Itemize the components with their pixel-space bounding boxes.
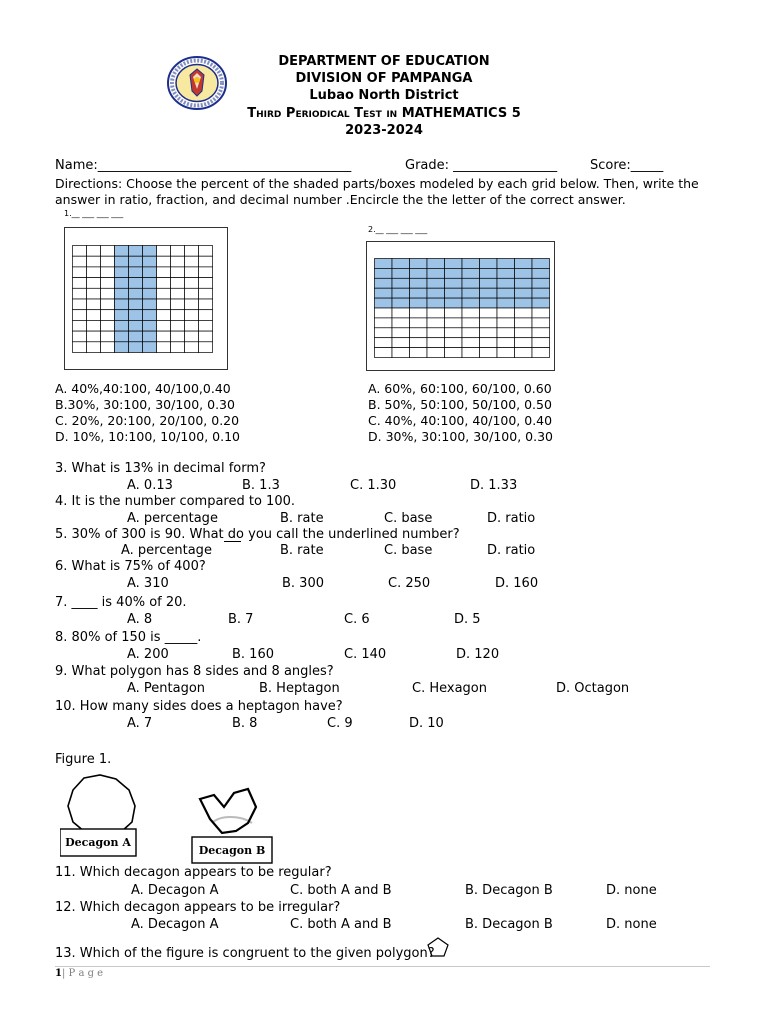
question-7-choice-d[interactable]: D. 5 [454,612,481,627]
grid-1-cell [157,278,171,289]
question-3-choice-c[interactable]: C. 1.30 [350,478,397,493]
page-number: 1 [55,968,62,979]
grid-1-cell [87,342,101,353]
grid-2-cell [445,338,463,348]
grid-2-cell [462,338,480,348]
grid-2-cell [480,338,498,348]
question-3-choice-b[interactable]: B. 1.3 [242,478,280,493]
question-8-choice-d[interactable]: D. 120 [456,647,500,662]
grid-1-cell [143,320,157,331]
grid-1-cell [115,278,129,289]
grid-2-cell [515,348,533,358]
grid-2-cell [515,318,533,328]
grid-2-cell [427,308,445,318]
grid-1-cell [129,288,143,299]
grid-2-cell [445,308,463,318]
item-2-option-d[interactable]: D. 30%, 30:100, 30/100, 0.30 [368,429,553,444]
grid-1-cell [101,246,115,257]
grid-2-cell [462,348,480,358]
grid-2-cell [462,308,480,318]
header-department: DEPARTMENT OF EDUCATION [278,54,490,69]
grid-2-cell [480,278,498,288]
grid-2-cell [532,278,550,288]
grid-2-cell [480,259,498,269]
grid-2-cell [462,318,480,328]
question-11-choice-d[interactable]: D. none [606,883,657,898]
grid-1-cell [199,310,213,321]
question-7-choice-a[interactable]: A. 8 [127,612,153,627]
grid-1-cell [143,246,157,257]
question-12: 12. Which decagon appears to be irregular? [55,900,341,915]
question-9-choice-a[interactable]: A. Pentagon [127,681,206,696]
grid-2-cell [515,268,533,278]
question-11-choice-b[interactable]: B. Decagon B [465,883,553,898]
grid-1-cell [157,331,171,342]
grid-2-cell [515,278,533,288]
grid-2-cell [497,259,515,269]
grid-2-cell [410,328,428,338]
question-3-choice-d[interactable]: D. 1.33 [470,478,518,493]
question-8-choice-a[interactable]: A. 200 [127,647,169,662]
grid-1-cell [87,331,101,342]
question-13: 13. Which of the figure is congruent to the given polygon? [55,946,435,961]
decagon-b-icon [200,789,256,833]
item-1-blank: 1.__ ___ ___ ___ [64,209,124,218]
item-2-blank: 2.__ ___ ___ ___ [368,225,428,234]
grid-2-cell [392,348,410,358]
grid-2-cell [480,288,498,298]
grid-1-cell [129,267,143,278]
grid-1-cell [129,320,143,331]
grid-2-cell [427,298,445,308]
grid-2-cell [515,338,533,348]
grid-1-cell [185,267,199,278]
grid-1-cell [73,246,87,257]
decagon-a-label: Decagon A [65,836,131,849]
grid-2-cell [497,308,515,318]
grid-1-cell [171,256,185,267]
header-school-year: 2023-2024 [345,123,423,138]
grid-1-cell [101,267,115,278]
grid-2-cell [392,328,410,338]
grid-1-cell [115,342,129,353]
question-8: 8. 80% of 150 is _____. [55,630,202,645]
question-9-choice-d[interactable]: D. Octagon [556,681,630,696]
grid-2-cell [480,308,498,318]
question-6-choice-c[interactable]: C. 250 [388,576,431,591]
grid-1-cell [87,278,101,289]
grid-1-cell [143,256,157,267]
decagon-b-figure [190,785,280,865]
grid-1-cell [101,288,115,299]
grid-1-cell [157,342,171,353]
grid-2-cell [532,308,550,318]
grid-1-cell [115,331,129,342]
question-3-choice-a[interactable]: A. 0.13 [127,478,173,493]
grid-2-cell [532,328,550,338]
grid-2-cell [497,268,515,278]
grid-1-cell [87,267,101,278]
grid-2-cell [427,348,445,358]
grid-2-cell [462,298,480,308]
grid-1-cell [199,320,213,331]
grid-1-cell [143,310,157,321]
grid-1-cell [143,342,157,353]
question-10-choice-a[interactable]: A. 7 [127,716,153,731]
grid-2-cell [392,298,410,308]
grid-2-cell [375,278,393,288]
grid-1-cell [171,310,185,321]
question-9: 9. What polygon has 8 sides and 8 angles? [55,664,334,679]
question-9-choice-b[interactable]: B. Heptagon [259,681,340,696]
grid-2-cell [427,278,445,288]
footer-rule [55,966,710,967]
grid-2-cell [445,278,463,288]
grid-1-cell [101,299,115,310]
grid-1-cell [185,278,199,289]
grid-1-cell [115,310,129,321]
question-6: 6. What is 75% of 400? [55,559,206,574]
grid-1-cell [101,278,115,289]
grid-1-cell [157,256,171,267]
question-10: 10. How many sides does a heptagon have? [55,699,343,714]
grid-2-cell [410,288,428,298]
grid-2-cell [410,268,428,278]
question-3: 3. What is 13% in decimal form? [55,461,266,476]
grid-1-cell [157,246,171,257]
grid-1-cell [143,278,157,289]
grid-2-cell [375,259,393,269]
grid-1-cell [73,331,87,342]
question-4-choice-b[interactable]: B. rate [280,511,324,526]
grid-2-cell [410,298,428,308]
grid-2-cell [497,288,515,298]
grid-2-cell [392,288,410,298]
grid-2-cell [427,338,445,348]
question-6-choice-b[interactable]: B. 300 [282,576,324,591]
grid-2-cell [392,259,410,269]
grid-2-cell [515,288,533,298]
page-label: | P a g e [62,968,104,979]
question-5-choice-b[interactable]: B. rate [280,543,324,558]
grid-1-cell [101,310,115,321]
grid-1-cell [129,256,143,267]
grid-1-cell [87,310,101,321]
question-4-choice-d[interactable]: D. ratio [487,511,536,526]
name-field-label: Name:_______________________________________ [55,158,352,173]
grid-2-cell [497,338,515,348]
header-district: Lubao North District [309,88,459,103]
question-9-choice-c[interactable]: C. Hexagon [412,681,487,696]
item-1-option-d[interactable]: D. 10%, 10:100, 10/100, 0.10 [55,429,240,444]
grid-1-cell [101,342,115,353]
question-6-choice-d[interactable]: D. 160 [495,576,539,591]
grid-1-cell [101,331,115,342]
question-5-choice-a[interactable]: A. percentage [121,543,212,558]
grid-1-cell [199,299,213,310]
grid-2-cell [497,298,515,308]
grid-2-cell [462,259,480,269]
grid-1-cell [157,310,171,321]
question-12-choice-d[interactable]: D. none [606,917,657,932]
question-11: 11. Which decagon appears to be regular? [55,865,332,880]
question-5-choice-d[interactable]: D. ratio [487,543,536,558]
grid-2-cell [375,318,393,328]
grid-2-cell [375,298,393,308]
grid-1-cell [185,331,199,342]
grid-1-cell [185,288,199,299]
question-4-choice-a[interactable]: A. percentage [127,511,218,526]
grid-1-cell [185,299,199,310]
grid-2 [374,258,550,358]
grid-1-cell [171,246,185,257]
question-11-choice-c[interactable]: C. both A and B [290,883,392,898]
grid-2-cell [462,268,480,278]
pentagon-icon [426,936,450,958]
grid-1-cell [143,267,157,278]
grid-1-cell [115,288,129,299]
question-7-choice-b[interactable]: B. 7 [228,612,254,627]
grid-2-cell [392,268,410,278]
grid-1-cell [101,256,115,267]
grid-2-cell [462,328,480,338]
grid-2-cell [410,278,428,288]
grid-1-cell [143,299,157,310]
grid-1-cell [129,310,143,321]
question-4-choice-c[interactable]: C. base [384,511,433,526]
grid-2-cell [497,328,515,338]
grid-2-cell [532,298,550,308]
question-7: 7. ____ is 40% of 20. [55,595,187,610]
item-2-option-b[interactable]: B. 50%, 50:100, 50/100, 0.50 [368,397,552,412]
grid-1-cell [157,267,171,278]
grid-2-cell [410,308,428,318]
grid-1-cell [101,320,115,331]
grid-1-cell [129,299,143,310]
grid-2-cell [427,259,445,269]
grid-1-cell [115,320,129,331]
grid-1-cell [73,310,87,321]
grid-2-cell [480,328,498,338]
grid-1-cell [143,288,157,299]
grid-1-cell [199,246,213,257]
grid-2-cell [515,298,533,308]
grid-2-cell [480,348,498,358]
grid-2-cell [445,348,463,358]
question-10-choice-b[interactable]: B. 8 [232,716,258,731]
grid-1-cell [171,288,185,299]
question-10-choice-c[interactable]: C. 9 [327,716,353,731]
grid-1-cell [199,288,213,299]
grid-1-cell [199,331,213,342]
grid-1-cell [185,342,199,353]
grid-2-cell [427,318,445,328]
grid-2-cell [462,278,480,288]
grid-1-cell [171,267,185,278]
grid-2-cell [532,259,550,269]
grid-1-cell [171,299,185,310]
grid-1-cell [199,278,213,289]
underline-90 [224,541,241,542]
grid-1-cell [87,288,101,299]
grid-1-cell [129,342,143,353]
grid-1-cell [199,256,213,267]
grid-1-cell [73,299,87,310]
item-1-option-b[interactable]: B.30%, 30:100, 30/100, 0.30 [55,397,235,412]
grid-2-cell [497,318,515,328]
grid-1-cell [87,246,101,257]
grid-1-cell [199,267,213,278]
question-6-choice-a[interactable]: A. 310 [127,576,169,591]
grid-2-cell [532,318,550,328]
grid-1-cell [171,342,185,353]
grid-2-cell [497,278,515,288]
grid-1-cell [185,246,199,257]
grid-2-cell [375,338,393,348]
grid-2-cell [532,348,550,358]
header-test-title: Third Periodical Test in MATHEMATICS 5 [247,106,521,121]
directions-line-2: answer in ratio, fraction, and decimal number .Encircle the the letter of the correct answer. [55,192,626,207]
grid-1-cell [73,342,87,353]
figure-1-title: Figure 1. [55,752,112,767]
grid-2-cell [445,328,463,338]
grid-2-cell [515,308,533,318]
grid-1-cell [115,256,129,267]
grid-1-cell [115,246,129,257]
grid-2-cell [532,288,550,298]
grid-2-cell [497,348,515,358]
grid-1-cell [73,320,87,331]
question-8-choice-b[interactable]: B. 160 [232,647,274,662]
grid-1-cell [115,267,129,278]
grid-2-cell [515,259,533,269]
item-1-option-a[interactable]: A. 40%,40:100, 40/100,0.40 [55,381,231,396]
question-12-choice-b[interactable]: B. Decagon B [465,917,553,932]
decagon-a-icon [68,775,135,835]
question-12-choice-a[interactable]: A. Decagon A [131,917,219,932]
grid-1-cell [185,310,199,321]
grid-1-cell [171,320,185,331]
grid-2-cell [445,298,463,308]
item-2-option-c[interactable]: C. 40%, 40:100, 40/100, 0.40 [368,413,553,428]
grid-2-cell [462,288,480,298]
grid-2-cell [392,318,410,328]
grid-1 [72,245,214,353]
grid-2-cell [410,348,428,358]
grid-1-cell [87,256,101,267]
question-11-choice-a[interactable]: A. Decagon A [131,883,219,898]
score-field-label: Score:_____ [590,158,664,173]
grid-2-cell [410,259,428,269]
grid-2-cell [392,308,410,318]
grid-1-cell [157,320,171,331]
grid-2-cell [515,328,533,338]
grid-2-cell [410,318,428,328]
grid-1-cell [157,288,171,299]
grid-2-cell [427,268,445,278]
grid-1-cell [87,299,101,310]
item-1-option-c[interactable]: C. 20%, 20:100, 20/100, 0.20 [55,413,240,428]
grid-1-cell [171,278,185,289]
grid-2-cell [445,259,463,269]
grid-1-cell [199,342,213,353]
grid-2-cell [445,288,463,298]
grid-2-cell [375,348,393,358]
grid-2-cell [375,308,393,318]
grid-1-cell [185,256,199,267]
grid-1-cell [115,299,129,310]
grid-2-cell [480,268,498,278]
header-division: DIVISION OF PAMPANGA [295,71,473,86]
grid-2-cell [392,338,410,348]
decagon-b-label: Decagon B [198,844,266,857]
question-5: 5. 30% of 300 is 90. What do you call the underlined number? [55,527,460,542]
grid-1-cell [73,278,87,289]
grid-1-cell [129,331,143,342]
grid-2-cell [480,298,498,308]
grid-2-cell [375,328,393,338]
grid-2-cell [375,288,393,298]
directions-line-1: Directions: Choose the percent of the shaded parts/boxes modeled by each grid below. Then, write the [55,176,699,191]
grid-1-cell [87,320,101,331]
item-2-option-a[interactable]: A. 60%, 60:100, 60/100, 0.60 [368,381,552,396]
grid-1-cell [73,256,87,267]
grid-2-cell [532,268,550,278]
question-5-choice-c[interactable]: C. base [384,543,433,558]
grid-1-cell [157,299,171,310]
grid-1-cell [129,278,143,289]
grid-1-cell [143,331,157,342]
grid-1-cell [73,288,87,299]
question-4: 4. It is the number compared to 100. [55,494,296,509]
grade-field-label: Grade: ________________ [405,158,558,173]
question-12-choice-c[interactable]: C. both A and B [290,917,392,932]
grid-1-cell [171,331,185,342]
grid-2-cell [480,318,498,328]
grid-1-cell [73,267,87,278]
question-7-choice-c[interactable]: C. 6 [344,612,370,627]
grid-2-cell [427,288,445,298]
question-10-choice-d[interactable]: D. 10 [409,716,444,731]
grid-2-cell [375,268,393,278]
grid-2-cell [392,278,410,288]
grid-2-cell [445,268,463,278]
grid-2-cell [427,328,445,338]
grid-2-cell [532,338,550,348]
grid-2-cell [410,338,428,348]
grid-1-cell [185,320,199,331]
grid-1-cell [129,246,143,257]
question-8-choice-c[interactable]: C. 140 [344,647,387,662]
grid-2-cell [445,318,463,328]
